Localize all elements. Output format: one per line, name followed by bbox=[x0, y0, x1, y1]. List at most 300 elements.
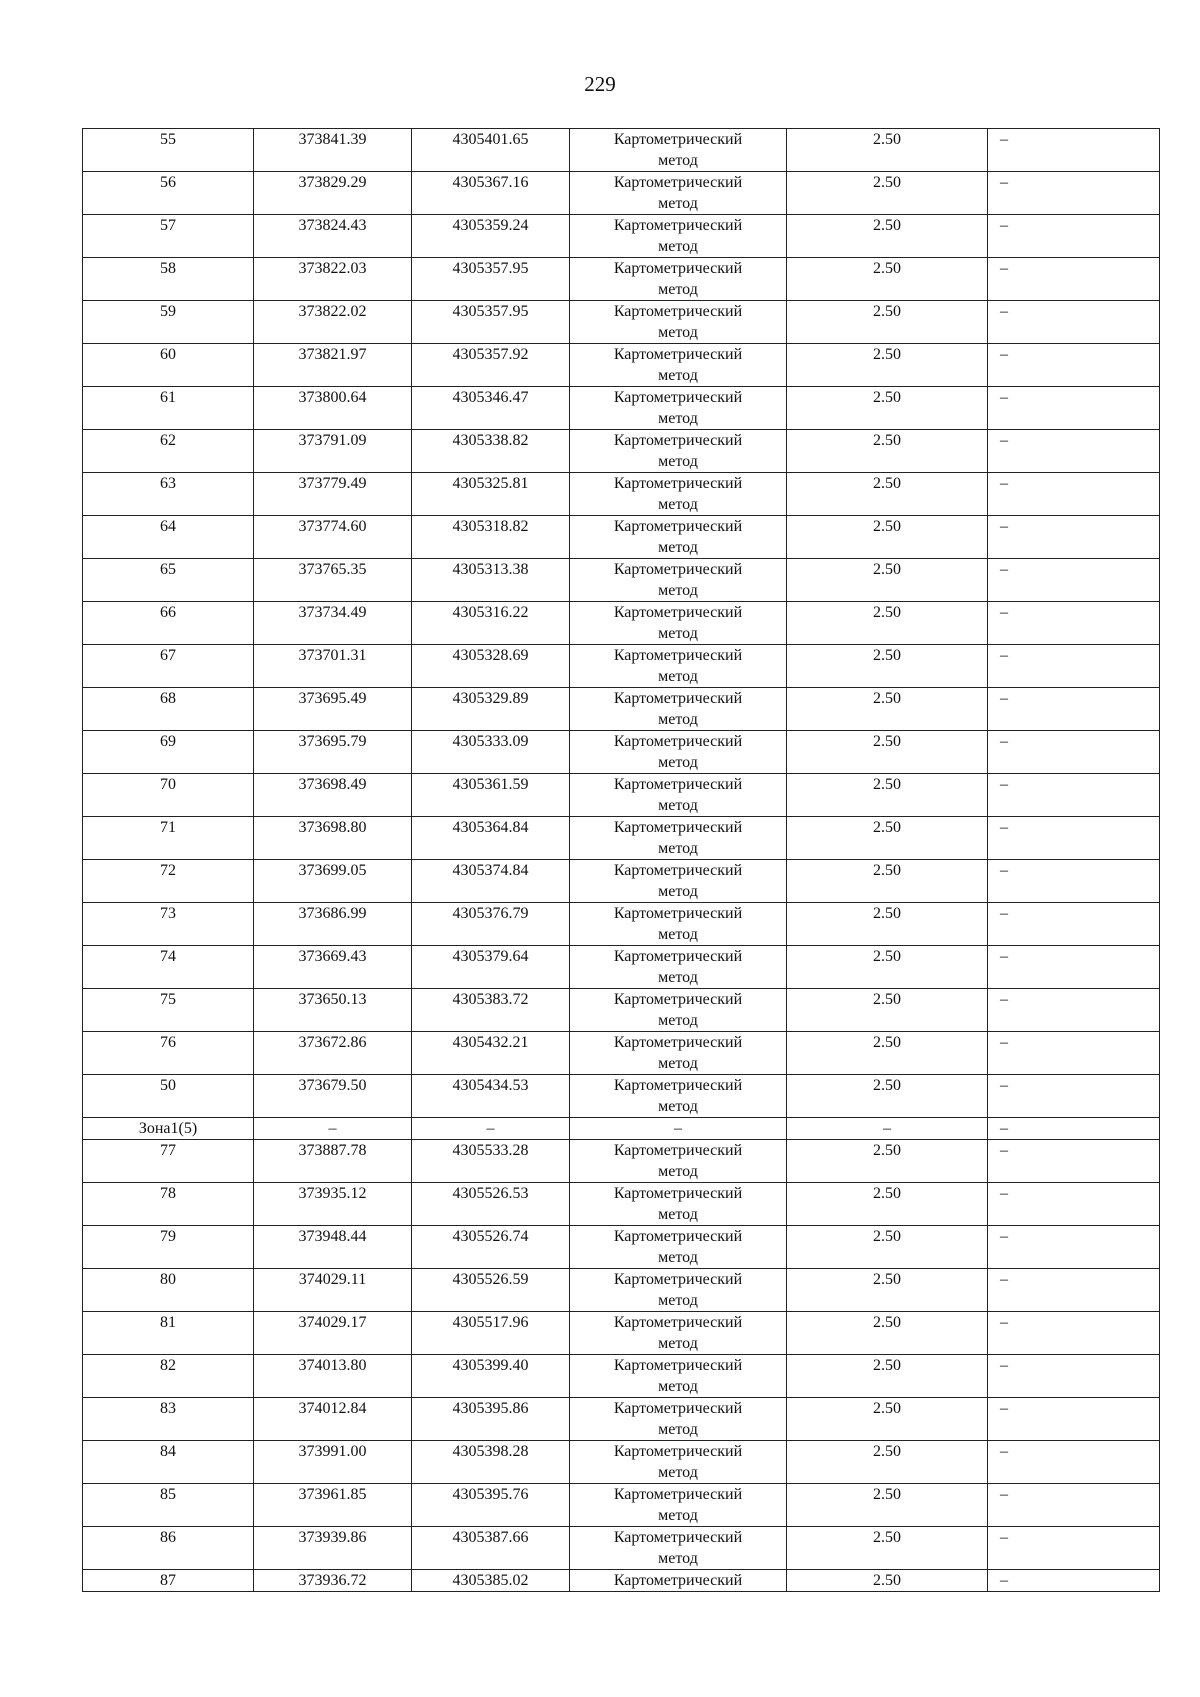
table-row bbox=[83, 1075, 1160, 1118]
accuracy-cell: 2.50 bbox=[787, 516, 988, 559]
accuracy-cell: 2.50 bbox=[787, 215, 988, 258]
table-row bbox=[83, 1527, 1160, 1570]
table-row bbox=[83, 1355, 1160, 1398]
table-row bbox=[83, 1140, 1160, 1183]
method-line-1: Картометрический bbox=[613, 561, 743, 578]
method-line-1: Картометрический bbox=[613, 733, 743, 750]
point-number-cell: 70 bbox=[83, 774, 254, 817]
x-coordinate-cell: 373699.05 bbox=[254, 860, 412, 903]
point-number-cell: 68 bbox=[83, 688, 254, 731]
method-line-1: Картометрический bbox=[613, 647, 743, 664]
description-cell: – bbox=[988, 1398, 1160, 1441]
y-coordinate-cell: – bbox=[412, 1118, 570, 1140]
description-cell: – bbox=[988, 1441, 1160, 1484]
method-cell bbox=[570, 989, 787, 1032]
method-line-1: Картометрический bbox=[613, 1400, 743, 1417]
y-coordinate-cell: 4305338.82 bbox=[412, 430, 570, 473]
y-coordinate-cell: 4305357.95 bbox=[412, 258, 570, 301]
x-coordinate-cell: 373686.99 bbox=[254, 903, 412, 946]
table-row bbox=[83, 817, 1160, 860]
x-coordinate-cell: 373695.49 bbox=[254, 688, 412, 731]
accuracy-cell: 2.50 bbox=[787, 1441, 988, 1484]
method-cell bbox=[570, 1484, 787, 1527]
method-cell bbox=[570, 559, 787, 602]
description-cell: – bbox=[988, 129, 1160, 172]
table-row bbox=[83, 258, 1160, 301]
description-cell: – bbox=[988, 1075, 1160, 1118]
point-number-cell: 78 bbox=[83, 1183, 254, 1226]
description-cell: – bbox=[988, 1118, 1160, 1140]
method-line-1: Картометрический bbox=[613, 1486, 743, 1503]
description-cell: – bbox=[988, 1140, 1160, 1183]
method-cell bbox=[570, 1075, 787, 1118]
table-row bbox=[83, 215, 1160, 258]
accuracy-cell: 2.50 bbox=[787, 301, 988, 344]
method-cell bbox=[570, 344, 787, 387]
method-line-1: Картометрический bbox=[613, 174, 743, 191]
description-cell: – bbox=[988, 1484, 1160, 1527]
x-coordinate-cell: 374029.17 bbox=[254, 1312, 412, 1355]
description-cell: – bbox=[988, 172, 1160, 215]
description-cell: – bbox=[988, 989, 1160, 1032]
method-line-2: метод bbox=[658, 1163, 698, 1180]
table-row bbox=[83, 516, 1160, 559]
table-row bbox=[83, 1269, 1160, 1312]
point-number-cell: 86 bbox=[83, 1527, 254, 1570]
x-coordinate-cell: 373887.78 bbox=[254, 1140, 412, 1183]
method-cell bbox=[570, 774, 787, 817]
method-line-2: метод bbox=[658, 496, 698, 513]
point-number-cell: 62 bbox=[83, 430, 254, 473]
x-coordinate-cell: 373734.49 bbox=[254, 602, 412, 645]
point-number-cell: 64 bbox=[83, 516, 254, 559]
method-line-1: Картометрический bbox=[613, 389, 743, 406]
method-line-2: метод bbox=[658, 797, 698, 814]
method-line-1: Картометрический bbox=[613, 991, 743, 1008]
point-number-cell: 84 bbox=[83, 1441, 254, 1484]
method-line-2: метод bbox=[658, 969, 698, 986]
accuracy-cell: 2.50 bbox=[787, 1570, 988, 1592]
y-coordinate-cell: 4305395.76 bbox=[412, 1484, 570, 1527]
method-line-1: Картометрический bbox=[613, 518, 743, 535]
y-coordinate-cell: 4305361.59 bbox=[412, 774, 570, 817]
method-cell bbox=[570, 516, 787, 559]
y-coordinate-cell: 4305434.53 bbox=[412, 1075, 570, 1118]
point-number-cell: 61 bbox=[83, 387, 254, 430]
accuracy-cell: 2.50 bbox=[787, 559, 988, 602]
y-coordinate-cell: 4305318.82 bbox=[412, 516, 570, 559]
point-number-cell: 83 bbox=[83, 1398, 254, 1441]
method-cell bbox=[570, 860, 787, 903]
method-line-1: Картометрический bbox=[613, 260, 743, 277]
table-row bbox=[83, 1183, 1160, 1226]
point-number-cell: 73 bbox=[83, 903, 254, 946]
y-coordinate-cell: 4305526.53 bbox=[412, 1183, 570, 1226]
description-cell: – bbox=[988, 1570, 1160, 1592]
y-coordinate-cell: 4305325.81 bbox=[412, 473, 570, 516]
method-line-1: Картометрический bbox=[613, 1034, 743, 1051]
x-coordinate-cell: 373824.43 bbox=[254, 215, 412, 258]
table-row bbox=[83, 989, 1160, 1032]
y-coordinate-cell: 4305526.74 bbox=[412, 1226, 570, 1269]
table-row bbox=[83, 946, 1160, 989]
y-coordinate-cell: 4305533.28 bbox=[412, 1140, 570, 1183]
table-row bbox=[83, 473, 1160, 516]
method-cell bbox=[570, 903, 787, 946]
accuracy-cell: 2.50 bbox=[787, 903, 988, 946]
x-coordinate-cell: 373669.43 bbox=[254, 946, 412, 989]
method-line-1: Картометрический bbox=[613, 475, 743, 492]
description-cell: – bbox=[988, 516, 1160, 559]
method-cell bbox=[570, 1398, 787, 1441]
method-line-2: метод bbox=[658, 1292, 698, 1309]
y-coordinate-cell: 4305401.65 bbox=[412, 129, 570, 172]
method-line-1: Картометрический bbox=[613, 776, 743, 793]
description-cell: – bbox=[988, 1183, 1160, 1226]
y-coordinate-cell: 4305385.02 bbox=[412, 1570, 570, 1592]
method-cell: – bbox=[570, 1118, 787, 1140]
method-line-2: метод bbox=[658, 1249, 698, 1266]
x-coordinate-cell: 374012.84 bbox=[254, 1398, 412, 1441]
point-number-cell: 69 bbox=[83, 731, 254, 774]
point-number-cell: 58 bbox=[83, 258, 254, 301]
table-row bbox=[83, 129, 1160, 172]
x-coordinate-cell: 373672.86 bbox=[254, 1032, 412, 1075]
x-coordinate-cell: 373939.86 bbox=[254, 1527, 412, 1570]
x-coordinate-cell: 373991.00 bbox=[254, 1441, 412, 1484]
accuracy-cell: 2.50 bbox=[787, 989, 988, 1032]
method-line-2: метод bbox=[658, 281, 698, 298]
method-line-2: метод bbox=[658, 238, 698, 255]
x-coordinate-cell: 373961.85 bbox=[254, 1484, 412, 1527]
x-coordinate-cell: 373936.72 bbox=[254, 1570, 412, 1592]
accuracy-cell: 2.50 bbox=[787, 387, 988, 430]
table-row bbox=[83, 301, 1160, 344]
y-coordinate-cell: 4305329.89 bbox=[412, 688, 570, 731]
point-number-cell: 87 bbox=[83, 1570, 254, 1592]
description-cell: – bbox=[988, 645, 1160, 688]
accuracy-cell: 2.50 bbox=[787, 1140, 988, 1183]
y-coordinate-cell: 4305333.09 bbox=[412, 731, 570, 774]
method-line-1: Картометрический bbox=[613, 303, 743, 320]
description-cell: – bbox=[988, 1032, 1160, 1075]
x-coordinate-cell: 373841.39 bbox=[254, 129, 412, 172]
accuracy-cell: 2.50 bbox=[787, 1269, 988, 1312]
method-line-2: метод bbox=[658, 453, 698, 470]
method-line-2: метод bbox=[658, 1507, 698, 1524]
x-coordinate-cell: 373701.31 bbox=[254, 645, 412, 688]
method-line-1: Картометрический bbox=[613, 131, 743, 148]
method-cell bbox=[570, 602, 787, 645]
y-coordinate-cell: 4305526.59 bbox=[412, 1269, 570, 1312]
description-cell: – bbox=[988, 258, 1160, 301]
description-cell: – bbox=[988, 387, 1160, 430]
table-row bbox=[83, 903, 1160, 946]
accuracy-cell: 2.50 bbox=[787, 1183, 988, 1226]
y-coordinate-cell: 4305387.66 bbox=[412, 1527, 570, 1570]
y-coordinate-cell: 4305517.96 bbox=[412, 1312, 570, 1355]
method-cell bbox=[570, 688, 787, 731]
method-line-2: метод bbox=[658, 926, 698, 943]
point-number-cell: 66 bbox=[83, 602, 254, 645]
method-cell bbox=[570, 1226, 787, 1269]
y-coordinate-cell: 4305328.69 bbox=[412, 645, 570, 688]
table-row bbox=[83, 1484, 1160, 1527]
point-number-cell: 79 bbox=[83, 1226, 254, 1269]
description-cell: – bbox=[988, 430, 1160, 473]
method-line-1: Картометрический bbox=[613, 1271, 743, 1288]
point-number-cell: 57 bbox=[83, 215, 254, 258]
table-row bbox=[83, 645, 1160, 688]
accuracy-cell: 2.50 bbox=[787, 946, 988, 989]
description-cell: – bbox=[988, 473, 1160, 516]
accuracy-cell: 2.50 bbox=[787, 258, 988, 301]
page-number: 229 bbox=[584, 72, 616, 96]
y-coordinate-cell: 4305398.28 bbox=[412, 1441, 570, 1484]
y-coordinate-cell: 4305432.21 bbox=[412, 1032, 570, 1075]
description-cell: – bbox=[988, 301, 1160, 344]
method-line-1: Картометрический bbox=[613, 1572, 743, 1589]
method-cell bbox=[570, 1032, 787, 1075]
table-row bbox=[83, 1570, 1160, 1592]
method-cell bbox=[570, 129, 787, 172]
point-number-cell: 80 bbox=[83, 1269, 254, 1312]
method-line-1: Картометрический bbox=[613, 819, 743, 836]
y-coordinate-cell: 4305374.84 bbox=[412, 860, 570, 903]
x-coordinate-cell: 374029.11 bbox=[254, 1269, 412, 1312]
x-coordinate-cell: 373774.60 bbox=[254, 516, 412, 559]
point-number-cell: 63 bbox=[83, 473, 254, 516]
description-cell: – bbox=[988, 602, 1160, 645]
method-cell bbox=[570, 258, 787, 301]
x-coordinate-cell: 373765.35 bbox=[254, 559, 412, 602]
method-line-2: метод bbox=[658, 324, 698, 341]
method-line-1: Картометрический bbox=[613, 1077, 743, 1094]
method-cell bbox=[570, 817, 787, 860]
method-cell bbox=[570, 1527, 787, 1570]
y-coordinate-cell: 4305346.47 bbox=[412, 387, 570, 430]
y-coordinate-cell: 4305359.24 bbox=[412, 215, 570, 258]
y-coordinate-cell: 4305383.72 bbox=[412, 989, 570, 1032]
point-number-cell: 67 bbox=[83, 645, 254, 688]
description-cell: – bbox=[988, 817, 1160, 860]
method-line-2: метод bbox=[658, 754, 698, 771]
y-coordinate-cell: 4305376.79 bbox=[412, 903, 570, 946]
point-number-cell: 59 bbox=[83, 301, 254, 344]
zone-name-cell: Зона1(5) bbox=[83, 1118, 254, 1140]
point-number-cell: 60 bbox=[83, 344, 254, 387]
y-coordinate-cell: 4305364.84 bbox=[412, 817, 570, 860]
method-line-2: метод bbox=[658, 840, 698, 857]
y-coordinate-cell: 4305357.92 bbox=[412, 344, 570, 387]
x-coordinate-cell: 373822.02 bbox=[254, 301, 412, 344]
table-row bbox=[83, 774, 1160, 817]
x-coordinate-cell: 373791.09 bbox=[254, 430, 412, 473]
description-cell: – bbox=[988, 1269, 1160, 1312]
method-line-2: метод bbox=[658, 582, 698, 599]
method-cell bbox=[570, 1355, 787, 1398]
point-number-cell: 76 bbox=[83, 1032, 254, 1075]
method-line-2: метод bbox=[658, 1464, 698, 1481]
method-line-2: метод bbox=[658, 367, 698, 384]
method-line-2: метод bbox=[658, 1378, 698, 1395]
coordinates-table bbox=[82, 128, 1160, 1592]
accuracy-cell: 2.50 bbox=[787, 172, 988, 215]
method-line-2: метод bbox=[658, 539, 698, 556]
method-line-2: метод bbox=[658, 668, 698, 685]
method-line-2: метод bbox=[658, 1055, 698, 1072]
table-row bbox=[83, 172, 1160, 215]
x-coordinate-cell: 374013.80 bbox=[254, 1355, 412, 1398]
x-coordinate-cell: 373698.80 bbox=[254, 817, 412, 860]
accuracy-cell: 2.50 bbox=[787, 1527, 988, 1570]
x-coordinate-cell: 373698.49 bbox=[254, 774, 412, 817]
accuracy-cell: 2.50 bbox=[787, 1312, 988, 1355]
method-line-2: метод bbox=[658, 711, 698, 728]
method-line-2: метод bbox=[658, 1421, 698, 1438]
method-line-2: метод bbox=[658, 1012, 698, 1029]
point-number-cell: 72 bbox=[83, 860, 254, 903]
method-cell bbox=[570, 645, 787, 688]
x-coordinate-cell: 373650.13 bbox=[254, 989, 412, 1032]
accuracy-cell: 2.50 bbox=[787, 430, 988, 473]
method-line-1: Картометрический bbox=[613, 948, 743, 965]
table-row bbox=[83, 688, 1160, 731]
accuracy-cell: 2.50 bbox=[787, 1398, 988, 1441]
accuracy-cell: 2.50 bbox=[787, 774, 988, 817]
description-cell: – bbox=[988, 1226, 1160, 1269]
method-cell bbox=[570, 1269, 787, 1312]
description-cell: – bbox=[988, 774, 1160, 817]
accuracy-cell: 2.50 bbox=[787, 731, 988, 774]
method-line-1: Картометрический bbox=[613, 1529, 743, 1546]
accuracy-cell: 2.50 bbox=[787, 129, 988, 172]
description-cell: – bbox=[988, 1312, 1160, 1355]
method-line-2: метод bbox=[658, 195, 698, 212]
method-line-1: Картометрический bbox=[613, 1314, 743, 1331]
x-coordinate-cell: 373779.49 bbox=[254, 473, 412, 516]
accuracy-cell: 2.50 bbox=[787, 1355, 988, 1398]
table-row bbox=[83, 387, 1160, 430]
method-line-2: метод bbox=[658, 1550, 698, 1567]
table-row bbox=[83, 602, 1160, 645]
method-line-1: Картометрический bbox=[613, 1228, 743, 1245]
method-line-1: Картометрический bbox=[613, 1142, 743, 1159]
point-number-cell: 77 bbox=[83, 1140, 254, 1183]
accuracy-cell: 2.50 bbox=[787, 1032, 988, 1075]
method-cell bbox=[570, 387, 787, 430]
method-cell bbox=[570, 301, 787, 344]
description-cell: – bbox=[988, 1355, 1160, 1398]
method-line-2: метод bbox=[658, 1206, 698, 1223]
table-row bbox=[83, 860, 1160, 903]
method-line-1: Картометрический bbox=[613, 690, 743, 707]
y-coordinate-cell: 4305395.86 bbox=[412, 1398, 570, 1441]
method-cell bbox=[570, 215, 787, 258]
method-cell bbox=[570, 946, 787, 989]
point-number-cell: 56 bbox=[83, 172, 254, 215]
x-coordinate-cell: 373800.64 bbox=[254, 387, 412, 430]
method-cell bbox=[570, 1441, 787, 1484]
point-number-cell: 81 bbox=[83, 1312, 254, 1355]
method-cell bbox=[570, 1183, 787, 1226]
accuracy-cell: 2.50 bbox=[787, 1075, 988, 1118]
description-cell: – bbox=[988, 215, 1160, 258]
description-cell: – bbox=[988, 731, 1160, 774]
table-row bbox=[83, 731, 1160, 774]
point-number-cell: 82 bbox=[83, 1355, 254, 1398]
method-line-1: Картометрический bbox=[613, 905, 743, 922]
method-line-1: Картометрический bbox=[613, 1443, 743, 1460]
method-cell bbox=[570, 731, 787, 774]
method-cell bbox=[570, 473, 787, 516]
y-coordinate-cell: 4305379.64 bbox=[412, 946, 570, 989]
accuracy-cell: 2.50 bbox=[787, 860, 988, 903]
x-coordinate-cell: 373695.79 bbox=[254, 731, 412, 774]
zone-row bbox=[83, 1118, 1160, 1140]
method-line-1: Картометрический bbox=[613, 1357, 743, 1374]
point-number-cell: 55 bbox=[83, 129, 254, 172]
description-cell: – bbox=[988, 1527, 1160, 1570]
accuracy-cell: 2.50 bbox=[787, 688, 988, 731]
point-number-cell: 74 bbox=[83, 946, 254, 989]
method-cell bbox=[570, 1140, 787, 1183]
x-coordinate-cell: 373679.50 bbox=[254, 1075, 412, 1118]
x-coordinate-cell: 373822.03 bbox=[254, 258, 412, 301]
method-cell bbox=[570, 430, 787, 473]
method-line-2: метод bbox=[658, 883, 698, 900]
accuracy-cell: 2.50 bbox=[787, 473, 988, 516]
description-cell: – bbox=[988, 688, 1160, 731]
method-line-1: Картометрический bbox=[613, 604, 743, 621]
point-number-cell: 65 bbox=[83, 559, 254, 602]
method-line-1: Картометрический bbox=[613, 1185, 743, 1202]
accuracy-cell: 2.50 bbox=[787, 1226, 988, 1269]
x-coordinate-cell: 373821.97 bbox=[254, 344, 412, 387]
y-coordinate-cell: 4305357.95 bbox=[412, 301, 570, 344]
method-line-1: Картометрический bbox=[613, 217, 743, 234]
point-number-cell: 75 bbox=[83, 989, 254, 1032]
method-line-2: метод bbox=[658, 410, 698, 427]
method-line-1: Картометрический bbox=[613, 862, 743, 879]
accuracy-cell: 2.50 bbox=[787, 645, 988, 688]
table-row bbox=[83, 1441, 1160, 1484]
accuracy-cell: – bbox=[787, 1118, 988, 1140]
table-row bbox=[83, 559, 1160, 602]
method-line-1: Картометрический bbox=[613, 346, 743, 363]
method-line-2: метод bbox=[658, 152, 698, 169]
method-cell bbox=[570, 172, 787, 215]
x-coordinate-cell: – bbox=[254, 1118, 412, 1140]
y-coordinate-cell: 4305367.16 bbox=[412, 172, 570, 215]
x-coordinate-cell: 373948.44 bbox=[254, 1226, 412, 1269]
table-row bbox=[83, 1226, 1160, 1269]
y-coordinate-cell: 4305316.22 bbox=[412, 602, 570, 645]
table-row bbox=[83, 344, 1160, 387]
description-cell: – bbox=[988, 860, 1160, 903]
description-cell: – bbox=[988, 559, 1160, 602]
method-cell bbox=[570, 1570, 787, 1592]
description-cell: – bbox=[988, 946, 1160, 989]
table-row bbox=[83, 1398, 1160, 1441]
accuracy-cell: 2.50 bbox=[787, 602, 988, 645]
y-coordinate-cell: 4305399.40 bbox=[412, 1355, 570, 1398]
point-number-cell: 71 bbox=[83, 817, 254, 860]
accuracy-cell: 2.50 bbox=[787, 344, 988, 387]
method-line-2: метод bbox=[658, 1098, 698, 1115]
point-number-cell: 85 bbox=[83, 1484, 254, 1527]
table-row bbox=[83, 1032, 1160, 1075]
